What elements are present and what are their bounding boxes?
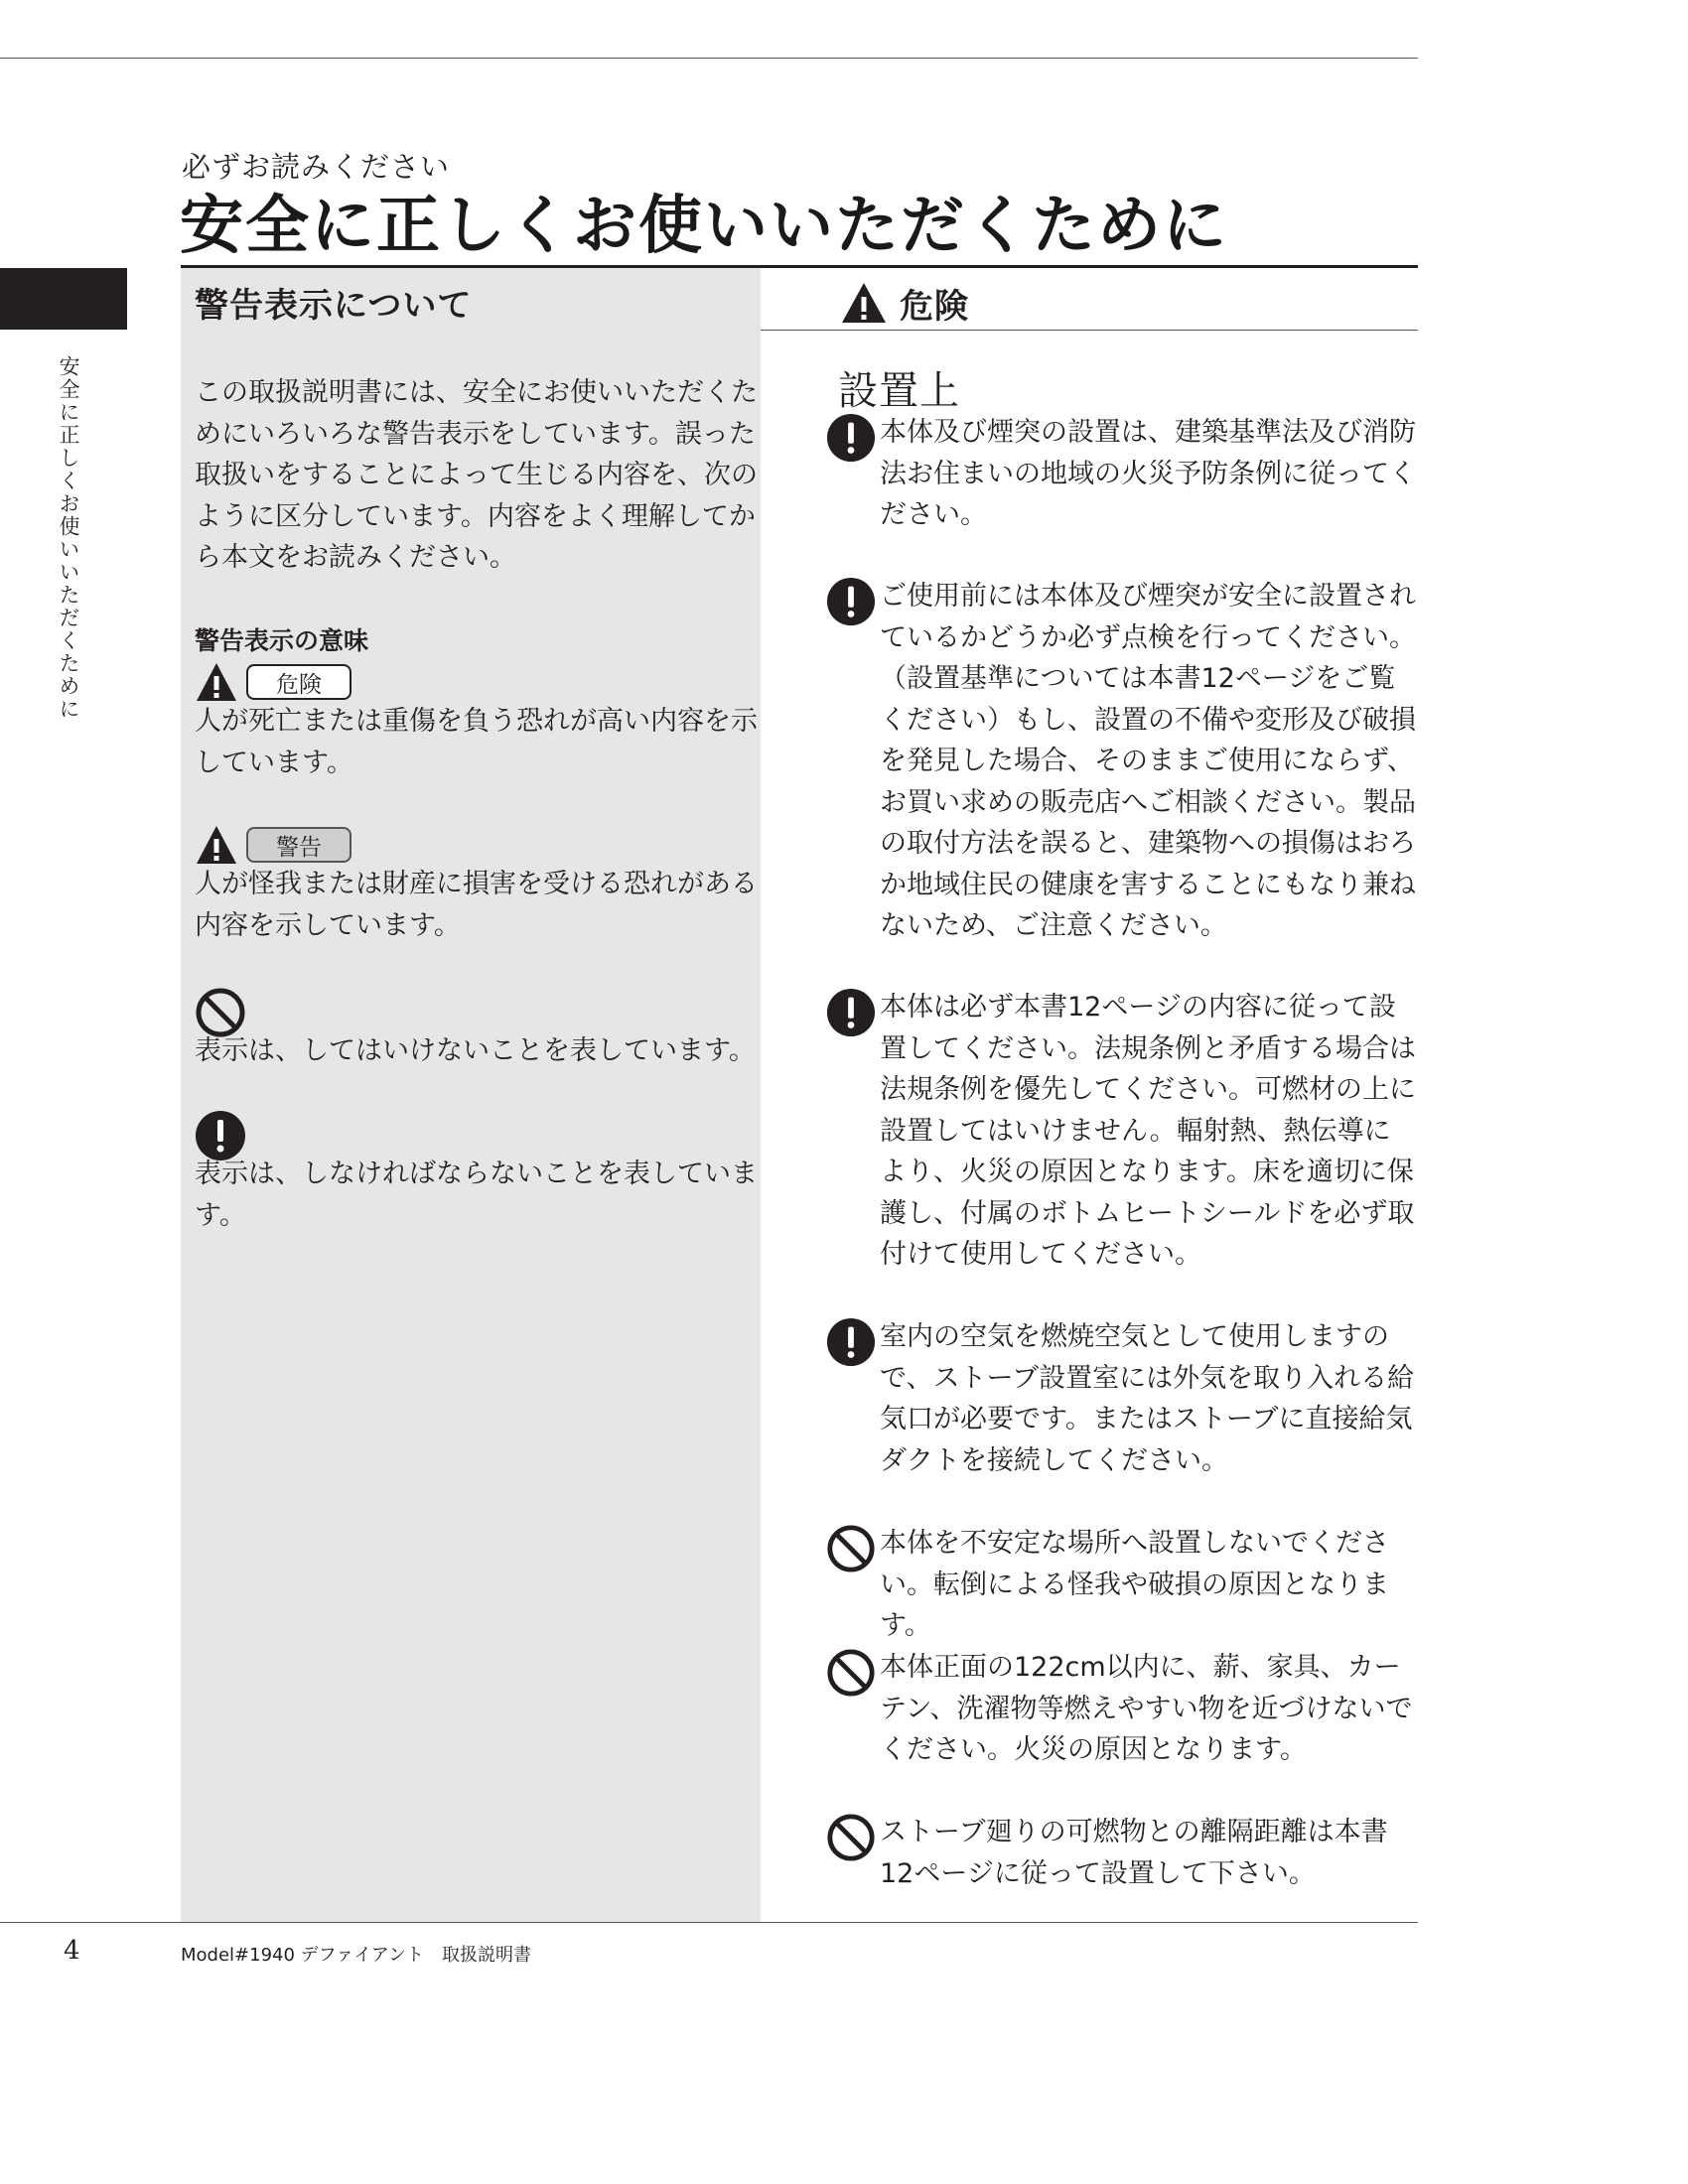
prohibited-icon xyxy=(826,1648,876,1698)
page-subtitle: 必ずお読みください xyxy=(182,150,451,184)
legend-danger-row xyxy=(195,661,352,703)
bottom-rule xyxy=(0,1922,1418,1923)
danger-item-text: 本体正面の122cm以内に、薪、家具、カーテン、洗濯物等燃えやすい物を近づけないでください。火災の原因となります。 xyxy=(880,1652,1413,1765)
page-title: 安全に正しくお使いいただくために xyxy=(180,189,1228,263)
footer-model-text: Model#1940 デファイアント 取扱説明書 xyxy=(181,1945,532,1966)
legend-prohibited-text: 表示は、してはいけないことを表しています。 xyxy=(195,1035,756,1066)
prohibited-icon xyxy=(826,1524,876,1573)
danger-item-text: ストーブ廻りの可燃物との離隔距離は本書12ページに従って設置して下さい。 xyxy=(880,1817,1388,1889)
page-number: 4 xyxy=(64,1936,80,1966)
warning-triangle-icon xyxy=(840,281,888,325)
legend-danger-text: 人が死亡または重傷を負う恐れが高い内容を示しています。 xyxy=(195,706,758,778)
warning-badge: 警告 xyxy=(246,827,352,863)
danger-item-text: 本体及び煙突の設置は、建築基準法及び消防法お住まいの地域の火災予防条例に従ってください。 xyxy=(880,417,1416,530)
prohibited-icon xyxy=(826,1813,876,1862)
mandatory-icon xyxy=(826,988,876,1037)
right-column-heading-row xyxy=(840,281,969,325)
mandatory-icon xyxy=(826,577,876,626)
warning-triangle-icon xyxy=(195,824,238,866)
danger-badge: 危険 xyxy=(246,664,352,700)
section-tab-marker xyxy=(0,268,127,330)
danger-item-text: 本体は必ず本書12ページの内容に従って設置してください。法規条例と矛盾する場合は法規条例を優先してください。可燃材の上に設置してはいけません。輻射熱、熱伝導により、火災の原因となります。床を適切に保護し、付属のボトムヒートシールドを必ず取付けて使用してください。 xyxy=(880,992,1416,1270)
top-rule xyxy=(0,58,1418,59)
right-column-heading: 危険 xyxy=(900,286,969,327)
legend-mandatory-text: 表示は、しなければならないことを表しています。 xyxy=(195,1159,758,1231)
danger-item-text: ご使用前には本体及び煙突が安全に設置されているかどうか必ず点検を行ってください。（設置基準については本書12ページをご覧ください）もし、設置の不備や変形及び破損を発見した場合、そのままご使用にならず、お買い求めの販売店へご相談ください。製品の取付方法を誤ると、建築物への損傷はおろか地域住民の健康を害することにもなり兼ねないため、ご注意ください。 xyxy=(880,581,1416,941)
right-heading-rule xyxy=(761,330,1418,331)
mandatory-icon xyxy=(826,413,876,463)
left-column-heading: 警告表示について xyxy=(195,286,473,326)
danger-item-text: 本体を不安定な場所へ設置しないでください。転倒による怪我や破損の原因となります。 xyxy=(880,1528,1389,1641)
legend-heading: 警告表示の意味 xyxy=(195,626,369,655)
mandatory-icon xyxy=(826,1317,876,1367)
side-chapter-label: 安全に正しくお使いいただくために xyxy=(57,355,80,721)
danger-item-text: 室内の空気を燃焼空気として使用しますので、ストーブ設置室には外気を取り入れる給気口が必要です。またはストーブに直接給気ダクトを接続してください。 xyxy=(880,1321,1415,1476)
warning-triangle-icon xyxy=(195,661,238,703)
section-heading: 設置上 xyxy=(838,368,960,414)
legend-warning-text: 人が怪我または財産に損害を受ける恐れがある内容を示しています。 xyxy=(195,869,758,941)
legend-warning-row xyxy=(195,824,352,866)
intro-paragraph: この取扱説明書には、安全にお使いいただくためにいろいろな警告表示をしています。誤った取扱いをすることによって生じる内容を、次のように区分しています。内容をよく理解してから本文をお読みください。 xyxy=(195,377,758,573)
